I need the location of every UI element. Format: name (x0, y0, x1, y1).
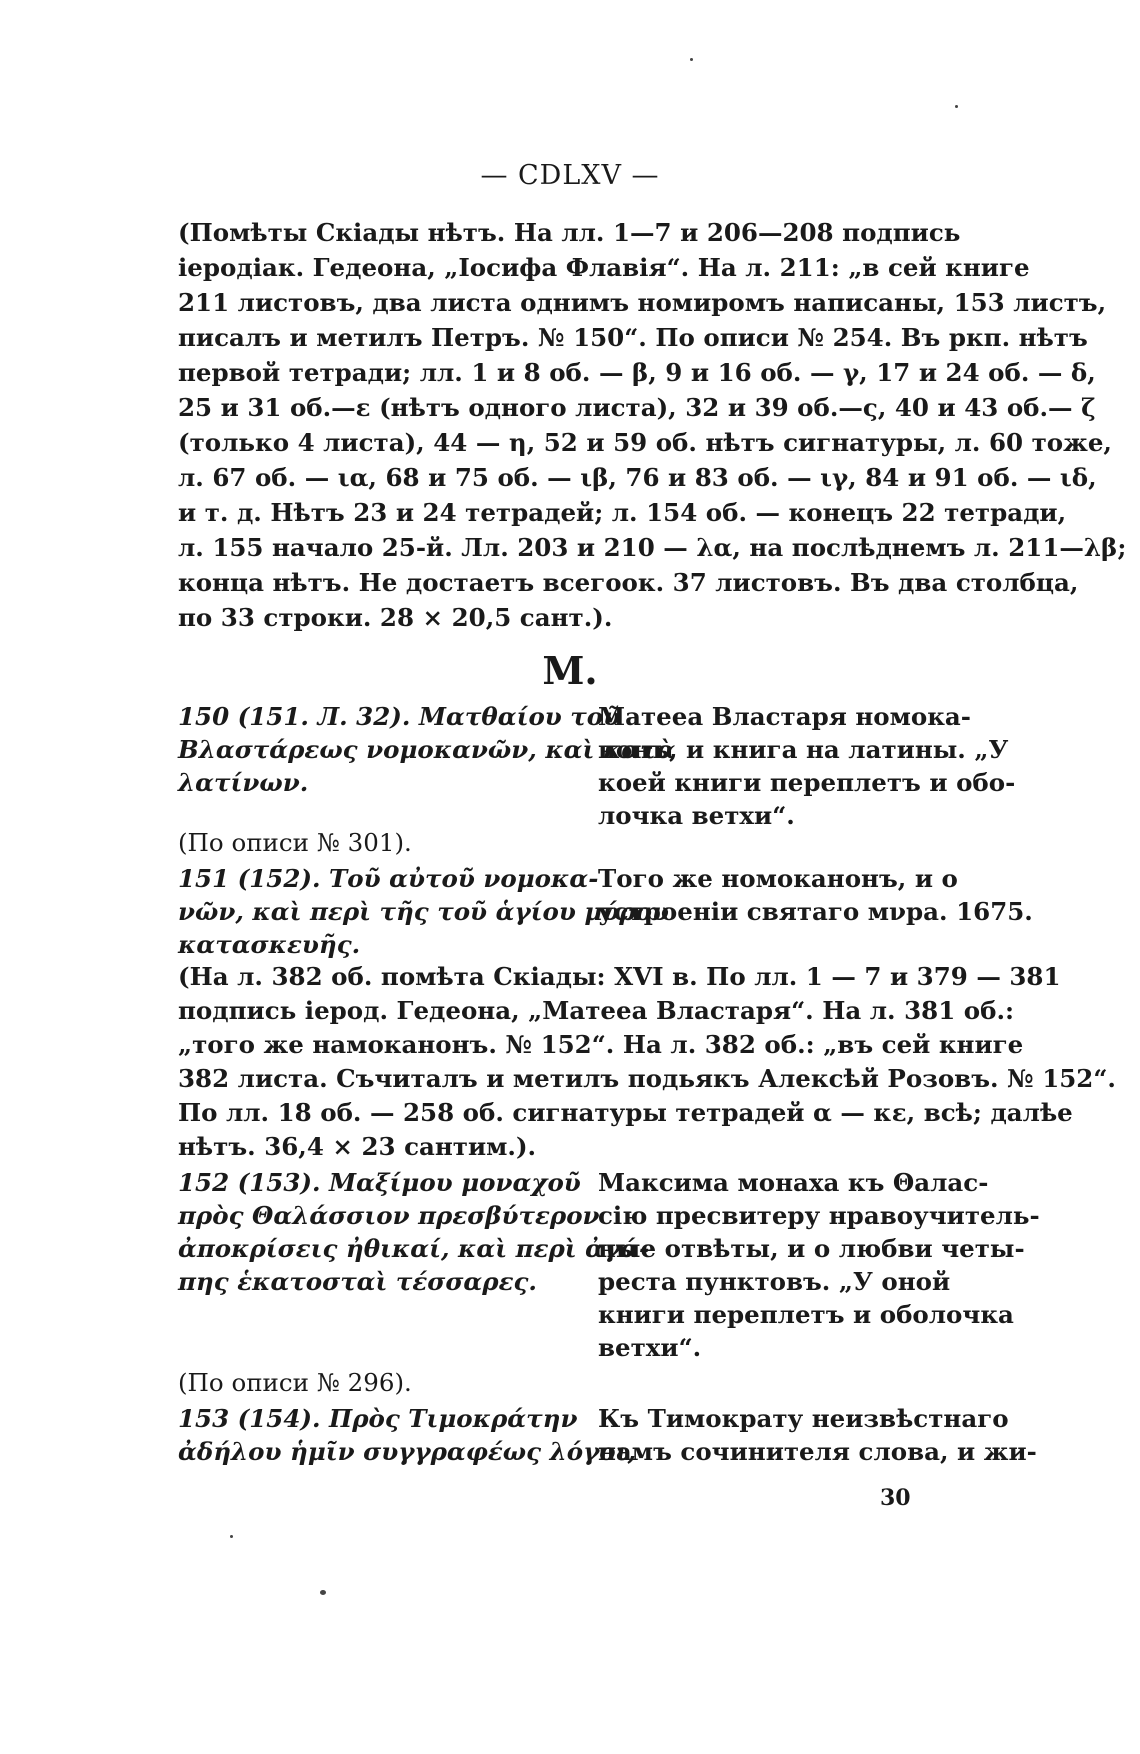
entry-greek-title (178, 862, 669, 961)
entry-line: πης ἑκατοσταὶ τέσσαρες. (178, 1267, 537, 1296)
entry-greek-title (178, 1166, 650, 1298)
entry-line: Къ Тимократу неизвѣстнаго (598, 1404, 1009, 1433)
intro-line: л. 155 начало 25-й. Лл. 203 и 210 — λα, на послѣднемъ л. 211—λβ; (178, 533, 1127, 562)
section-letter: M. (542, 648, 598, 693)
entry-line: намъ сочинителя слова, и жи- (598, 1437, 1037, 1466)
page-number: 30 (880, 1485, 911, 1511)
intro-paragraph (178, 215, 1127, 635)
intro-line: 211 листовъ, два листа однимъ номиромъ написаны, 153 листъ, (178, 288, 1107, 317)
entry-line: 151 (152). Τοῦ αὐτοῦ νομοκα- (178, 864, 599, 893)
intro-line: первой тетради; лл. 1 и 8 об. — β, 9 и 16 об. — γ, 17 и 24 об. — δ, (178, 358, 1096, 387)
entry-line: книги переплетъ и оболочка (598, 1300, 1014, 1329)
intro-line: конца нѣтъ. Не достаетъ всегоок. 37 листовъ. Въ два столбца, (178, 568, 1079, 597)
entry-line: коей книги переплетъ и обо- (598, 768, 1016, 797)
entry-152 (178, 1166, 1040, 1366)
entry-line: κατασκευῆς. (178, 930, 361, 959)
entry-line: 150 (151. Л. 32). Ματθαίου τοῦ (178, 702, 621, 731)
entry-line: реста пунктовъ. „У оной (598, 1267, 951, 1296)
entry-line: сію пресвитеру нравоучитель- (598, 1201, 1040, 1230)
note-line: По лл. 18 об. — 258 об. сигнатуры тетрадей α — κε, всѣ; далѣе (178, 1098, 1073, 1127)
intro-line: по 33 строки. 28 × 20,5 сант.). (178, 603, 613, 632)
entry-line: ные отвѣты, и о любви четы- (598, 1234, 1025, 1263)
note-line: нѣтъ. 36,4 × 23 сантим.). (178, 1132, 537, 1161)
entry-line: Максима монаха къ Θалас- (598, 1168, 989, 1197)
entry-russian-title (598, 700, 1016, 832)
scan-speck (320, 1590, 326, 1595)
intro-line: (Помѣты Скіады нѣтъ. На лл. 1—7 и 206—208 подпись (178, 218, 961, 247)
entry-line: нонъ, и книга на латины. „У (598, 735, 1009, 764)
entry-line: νῶν, καὶ περὶ τῆς τοῦ ἁγίου μύρου (178, 897, 669, 926)
entry-line: Матееа Властаря номока- (598, 702, 971, 731)
entry-greek-title (178, 700, 676, 799)
entry-151 (178, 862, 1033, 972)
entry-line: πρὸς Θαλάσσιον πρεσβύτερον (178, 1201, 600, 1230)
running-header: — CDLXV — (480, 160, 660, 191)
entry-line: ветхи“. (598, 1333, 702, 1362)
scan-speck (955, 105, 958, 108)
entry-russian-title (598, 862, 1033, 928)
note-line: (На л. 382 об. помѣта Скіады: XVI в. По лл. 1 — 7 и 379 — 381 (178, 962, 1061, 991)
entry-line: λατίνων. (178, 768, 309, 797)
intro-line: іеродіак. Гедеона, „Іосифа Флавія“. На л. 211: „в сей книге (178, 253, 1030, 282)
note-line: подпись іерод. Гедеона, „Матееа Властаря“. На л. 381 об.: (178, 996, 1015, 1025)
note-line: „того же намоканонъ. № 152“. На л. 382 об.: „въ сей книге (178, 1030, 1024, 1059)
intro-line: и т. д. Нѣтъ 23 и 24 тетрадей; л. 154 об. — конецъ 22 тетради, (178, 498, 1067, 527)
entry-line: Βλαστάρεως νομοκανῶν, καὶ κατὰ (178, 735, 676, 764)
intro-line: 25 и 31 об.—ε (нѣтъ одного листа), 32 и 39 об.—ς, 40 и 43 об.— ζ (178, 393, 1096, 422)
entry-line: ἀδήλου ἡμῖν συγγραφέως λόγοι, (178, 1437, 636, 1466)
entry-line: Того же номоканонъ, и о (598, 864, 958, 893)
entry-line: 153 (154). Πρὸς Τιμοκράτην (178, 1404, 578, 1433)
scan-speck (230, 1535, 233, 1538)
entry-line: ἀποκρίσεις ἠθικαί, καὶ περὶ ἀγά- (178, 1234, 650, 1263)
note-paragraph (178, 960, 1116, 1164)
inventory-note: (По описи № 296). (178, 1368, 412, 1397)
entry-153 (178, 1402, 1037, 1472)
entry-line: устроеніи святаго мνра. 1675. (598, 897, 1033, 926)
note-line: 382 листа. Съчиталъ и метилъ подьякъ Алексѣй Розовъ. № 152“. (178, 1064, 1116, 1093)
intro-line: л. 67 об. — ια, 68 и 75 об. — ιβ, 76 и 83 об. — ιγ, 84 и 91 об. — ιδ, (178, 463, 1097, 492)
intro-line: (только 4 листа), 44 — η, 52 и 59 об. нѣтъ сигнатуры, л. 60 тоже, (178, 428, 1112, 457)
scan-speck (690, 58, 693, 61)
entry-line: лочка ветхи“. (598, 801, 795, 830)
entry-line: 152 (153). Μαξίμου μοναχοῦ (178, 1168, 581, 1197)
entry-russian-title (598, 1166, 1040, 1364)
inventory-note: (По описи № 301). (178, 828, 412, 857)
entry-greek-title (178, 1402, 636, 1468)
entry-russian-title (598, 1402, 1037, 1468)
intro-line: писалъ и метилъ Петръ. № 150“. По описи № 254. Въ ркп. нѣтъ (178, 323, 1088, 352)
